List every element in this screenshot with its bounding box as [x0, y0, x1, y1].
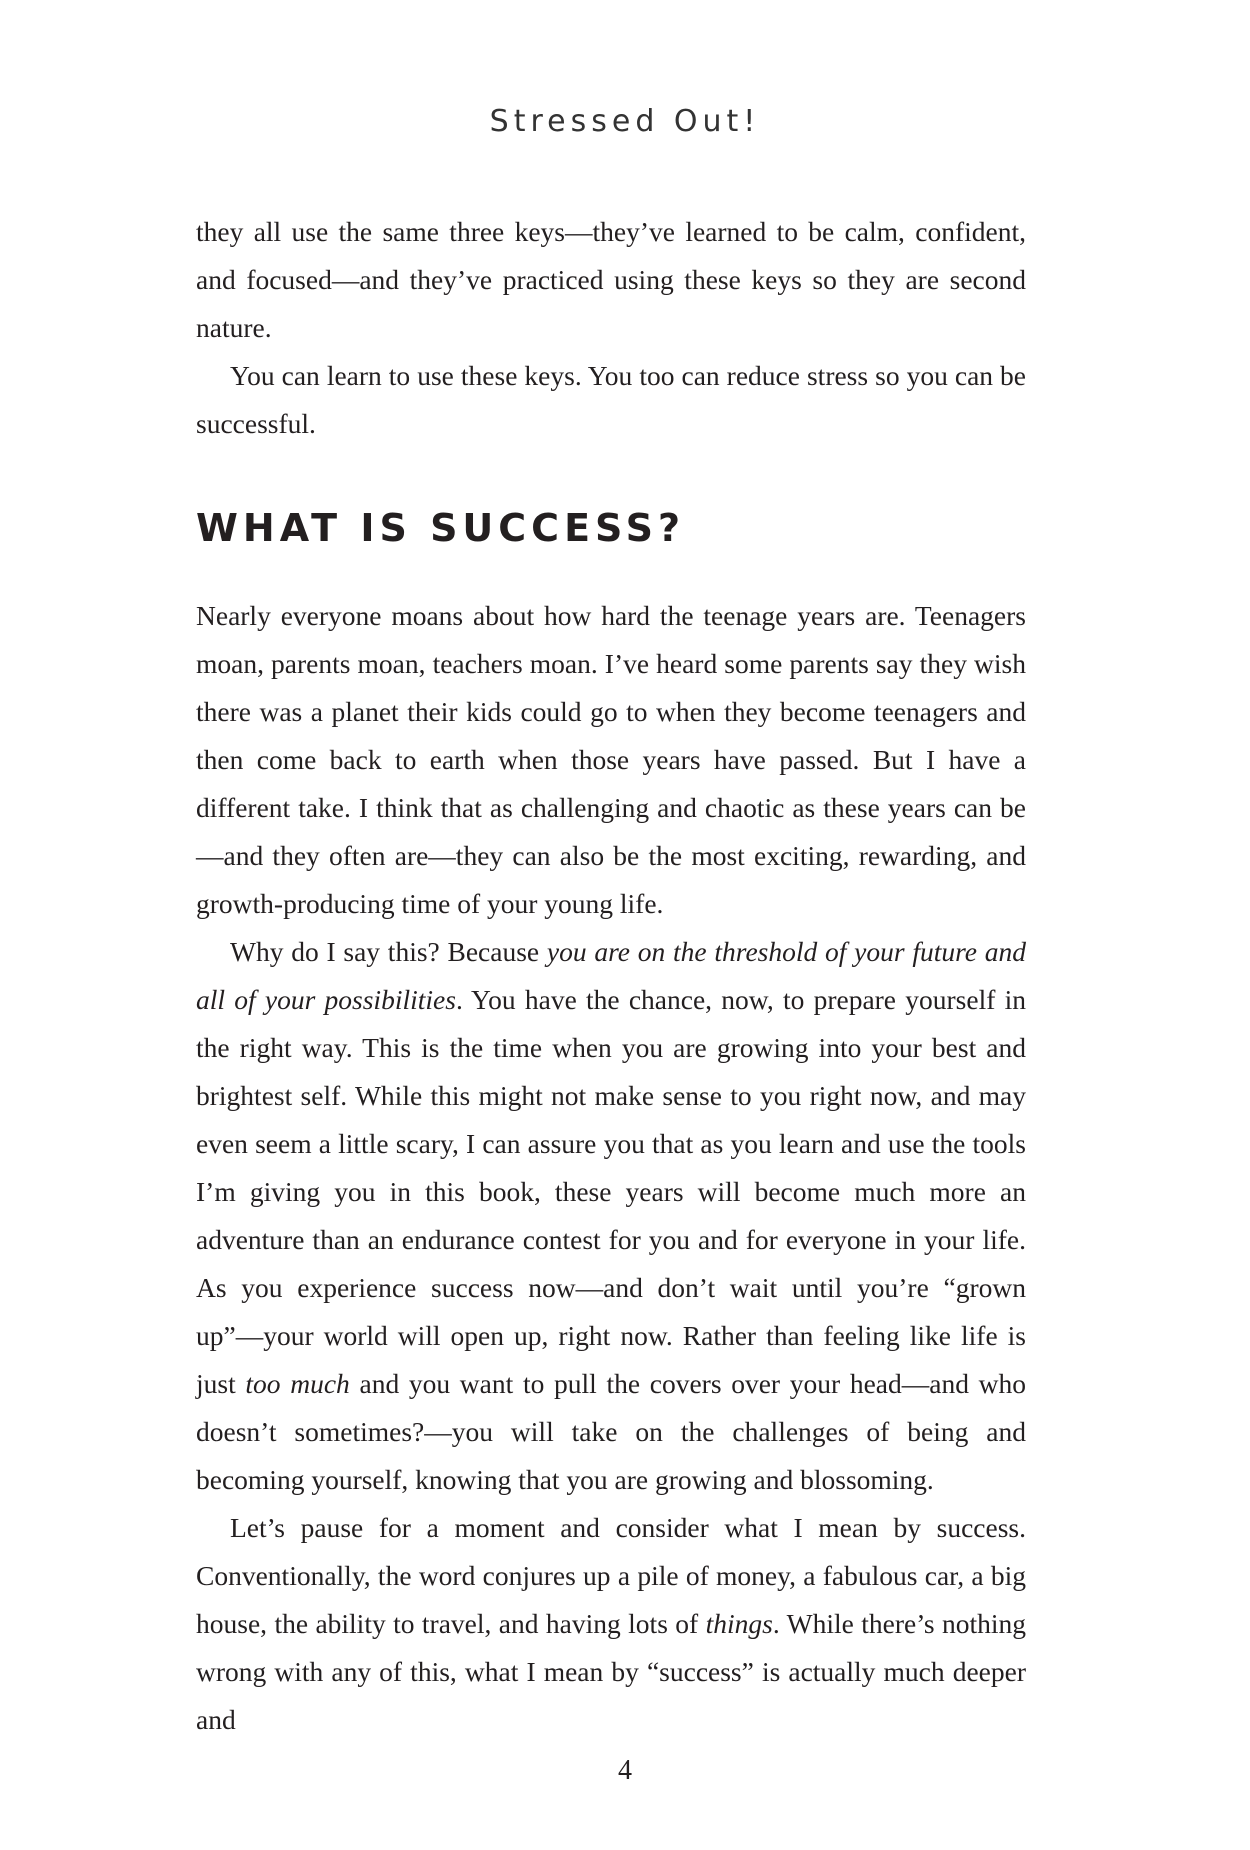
body-paragraph-1: Nearly everyone moans about how hard the teenage years are. Teenagers moan, parents moan, teachers moan. I’ve heard some parents say they wish there was a planet their kids could go to when they become teenagers and then come back to earth when those years have passed. But I have a different take. I think that as challenging and chaotic as these years can be—and they often are—they can also be the most exciting, rewarding, and growth-producing time of your young life. — [196, 600, 1026, 919]
body-paragraph-3 — [196, 1504, 1026, 1744]
p3-text-end: . While there’s nothing wrong with any of this, what I mean by “success” is actually much deeper and — [196, 1608, 1026, 1735]
body-paragraph-2 — [196, 928, 1026, 1504]
page-number: 4 — [618, 1755, 632, 1786]
intro-text — [196, 208, 1026, 448]
p3-text-start: Let’s pause for a moment and consider what I mean by success. Conventionally, the word conjures up a pile of money, a fabulous car, a big house, the ability to travel, and having lots of — [196, 1512, 1026, 1639]
p3-italic-word: things — [705, 1608, 773, 1639]
intro-paragraph-2: You can learn to use these keys. You too can reduce stress so you can be successful. — [196, 360, 1026, 439]
running-head: Stressed Out! — [489, 104, 761, 139]
section-body — [196, 592, 1026, 1744]
p2-italic-phrase-2: too much — [245, 1368, 350, 1399]
p2-text-end: and you want to pull the covers over your head—and who doesn’t sometimes?—you will take on the challenges of being and becoming yourself, knowing that you are growing and blossoming. — [196, 1368, 1026, 1495]
p2-italic-phrase: you are on the threshold of your future and all of your possibilities — [196, 936, 1026, 1015]
p2-text-start: Why do I say this? Because — [230, 936, 547, 967]
p2-text-mid: . You have the chance, now, to prepare yourself in the right way. This is the time when you are growing into your best and brightest self. While this might not make sense to you right now, and may even seem a little scary, I can assure you that as you learn and use the tools I’m giving you in this book, these years will become much more an adventure than an endurance contest for you and for everyone in your life. As you experience success now—and don’t wait until you’re “grown up”—your world will open up, right now. Rather than feeling like life is just — [196, 984, 1026, 1399]
intro-paragraph-1: they all use the same three keys—they’ve learned to be calm, confident, and focused—and they’ve practiced using these keys so they are second nature. — [196, 216, 1026, 343]
section-heading: WHAT IS SUCCESS? — [196, 506, 686, 550]
